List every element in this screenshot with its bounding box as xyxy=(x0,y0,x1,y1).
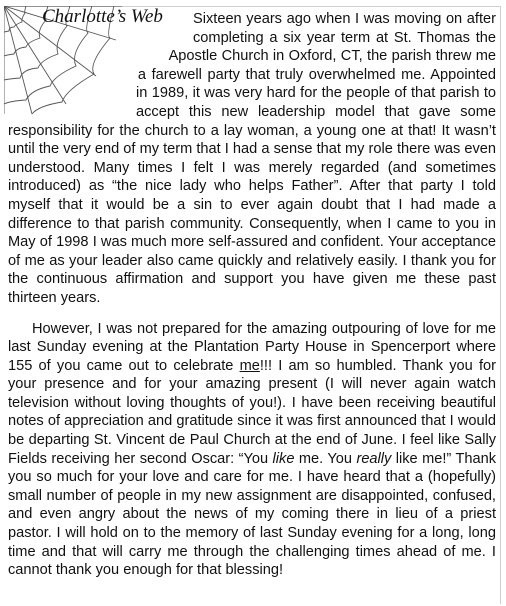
emphasis-really: really xyxy=(356,450,392,467)
paragraph-2-part-b: !!! I am so humbled. Thank you for your presence and for your amazing present (I will never again watch television without loving thoughts of you!). I have been receiving beautiful notes of appreciation and gratitude since it was first announced that I would be departing St. Vincent de Paul Church at the end of June. I feel like Sally Fields receiving her second Oscar: “You xyxy=(8,357,496,467)
emphasis-me: me xyxy=(239,357,260,374)
web-spacer xyxy=(8,66,136,104)
paragraph-2-part-a: However, I was not prepared for the amazing outpouring of love for me last Sunday evening at the Plantation Party House in Spencerport where 155 of you came out to celebrate xyxy=(8,320,496,374)
emphasis-like: like xyxy=(272,450,295,467)
paragraph-1: Sixteen years ago when I was moving on after completing a six year term at St. Thomas the Apostle Church in Oxford, CT, the parish threw me a farewell party that truly overwhelmed me. Appointed in 1989, it was very hard for the people of that parish to accept this new leadership model that gave some responsibility for the church to a lay woman, a young one at that! It wasn’t until the very end of my term that I had a sense that my role there was even understood. Many times I felt I was merely regarded (and sometimes introduced) as “the nice lady who helps Father”. After that party I told myself that it would be a sin to ever again doubt that I had made a difference to that parish community. Consequently, when I came to you in May of 1998 I was much more self-assured and confident. Your acceptance of me as your leader also came quickly and relatively easily. I thank you for the continuous affirmation and support you have given me these past thirteen years. xyxy=(8,11,496,306)
article-body xyxy=(8,10,496,580)
paragraph-2-part-d: like me!” Thank you so much for your love and care for me. I have heard that a (hopefully) small number of people in my new assignment are disappointed, confused, and even angry about the news of my coming there in lieu of a priest pastor. I will hold on to the memory of last Sunday evening for a long, long time and that will carry me through the challenging times ahead of me. I cannot thank you enough for that blessing! xyxy=(8,450,497,579)
paragraph-2-part-c: me. You xyxy=(294,450,357,467)
paragraph-2 xyxy=(8,320,496,580)
title-spacer xyxy=(8,10,193,66)
column-title: Charlotte’s Web xyxy=(42,6,163,27)
